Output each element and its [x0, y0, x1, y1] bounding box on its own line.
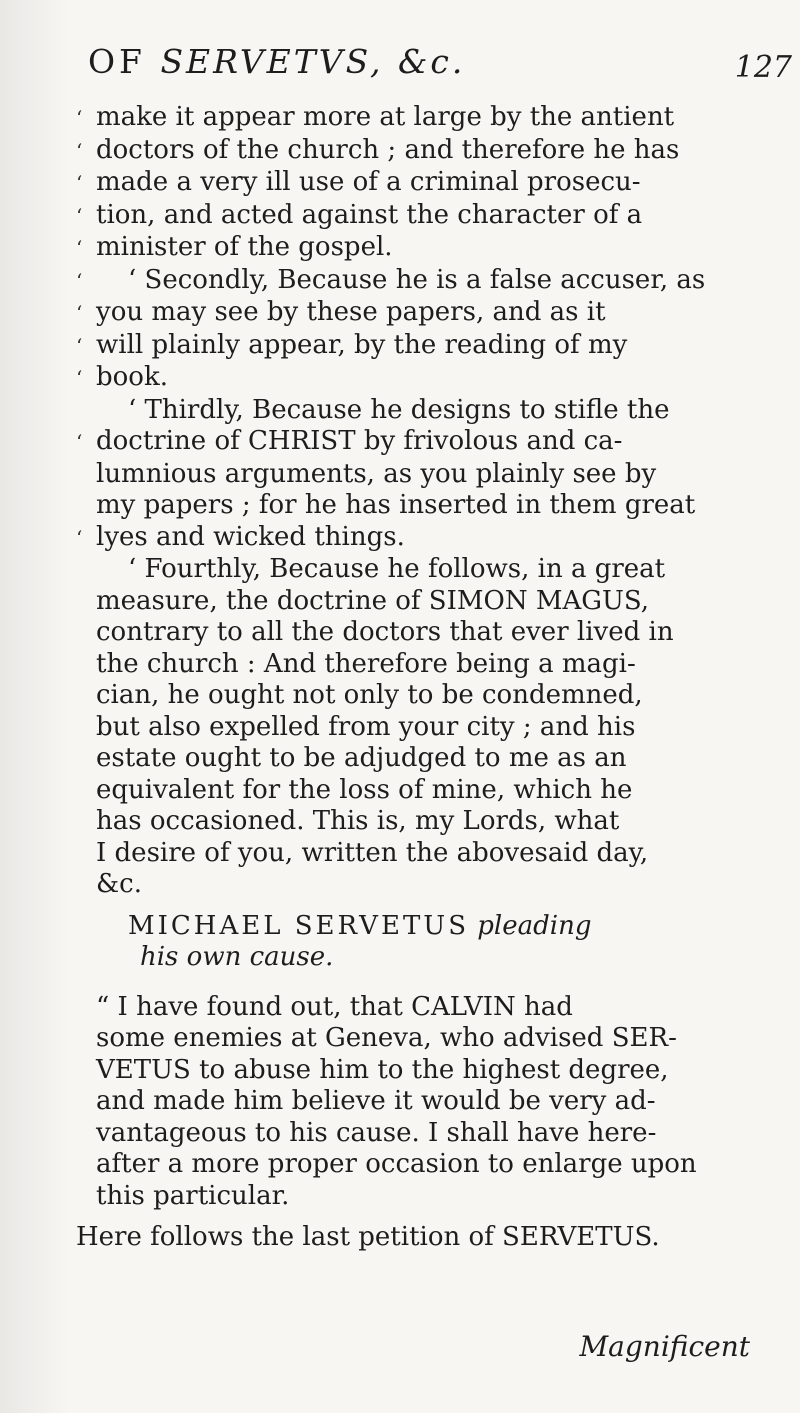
line-text: has occasioned. This is, my Lords, what — [96, 806, 620, 836]
text-line — [76, 167, 766, 200]
line-text: equivalent for the loss of mine, which he — [96, 774, 633, 805]
quote-mark: ‘ — [76, 268, 83, 293]
running-head-prefix: OF — [88, 42, 146, 81]
line-text: I desire of you, written the abovesaid day, — [96, 837, 649, 868]
text-line — [76, 232, 766, 265]
line-text: doctors of the church ; and therefore he has — [96, 134, 680, 165]
quote-mark: ‘ — [76, 138, 83, 163]
line-text: made a very ill use of a criminal prosecu- — [96, 167, 641, 197]
signature-note-line-2: his own cause. — [140, 942, 334, 972]
petition-text — [76, 102, 766, 901]
running-head-suffix: &c. — [398, 42, 466, 81]
quote-line: this particular. — [96, 1180, 290, 1211]
line-text: &c. — [96, 869, 142, 899]
line-text: will plainly appear, by the reading of my — [96, 329, 628, 360]
quote-mark: ‘ — [76, 430, 83, 454]
text-line — [76, 297, 766, 330]
quote-mark: ‘ — [76, 106, 83, 130]
quote-line: VETUS to abuse him to the highest degree, — [96, 1054, 669, 1085]
text-line — [76, 459, 766, 491]
line-text: ‘ Secondly, Because he is a false accuser, as — [128, 264, 706, 295]
line-text: you may see by these papers, and as it — [96, 297, 606, 327]
text-line — [76, 554, 766, 586]
quote-line: after a more proper occasion to enlarge upon — [96, 1149, 697, 1179]
line-text: ‘ Fourthly, Because he follows, in a great — [128, 554, 666, 584]
text-line — [76, 743, 766, 775]
text-line — [76, 330, 766, 363]
text-line — [76, 838, 766, 870]
running-head-title — [88, 42, 465, 81]
line-text: book. — [96, 362, 168, 392]
line-text: estate ought to be adjudged to me as an — [96, 743, 627, 773]
quote-line: vantageous to his cause. I shall have here- — [96, 1117, 657, 1148]
text-line — [76, 586, 766, 618]
line-text: but also expelled from your city ; and his — [96, 711, 636, 742]
line-text: lumnious arguments, as you plainly see by — [96, 458, 657, 489]
quote-mark: ‘ — [76, 171, 83, 195]
text-line — [76, 617, 766, 649]
quote-mark: ‘ — [76, 301, 83, 325]
line-text: contrary to all the doctors that ever lived in — [96, 617, 674, 647]
text-line — [76, 712, 766, 744]
line-text: measure, the doctrine of SIMON MAGUS, — [96, 585, 650, 616]
text-line — [76, 426, 766, 459]
text-line — [76, 265, 766, 298]
quote-mark: ‘ — [76, 203, 83, 228]
text-line — [76, 680, 766, 712]
text-line — [76, 775, 766, 807]
final-line: Here follows the last petition of SERVETUS. — [76, 1222, 660, 1252]
line-text: ‘ Thirdly, Because he designs to stifle the — [128, 394, 670, 425]
line-text: minister of the gospel. — [96, 232, 393, 262]
quote-line: some enemies at Geneva, who advised SER- — [96, 1023, 677, 1053]
line-text: cian, he ought not only to be condemned, — [96, 680, 643, 710]
text-line — [76, 649, 766, 681]
running-header — [88, 42, 792, 102]
catchword: Magnificent — [579, 1330, 750, 1363]
quote-mark: ‘ — [76, 366, 83, 390]
quote-mark: ‘ — [76, 525, 83, 550]
signature-name: MICHAEL SERVETUS — [128, 910, 470, 941]
page-body — [76, 102, 766, 1254]
text-line — [76, 522, 766, 555]
text-line — [76, 869, 766, 901]
text-line — [76, 490, 766, 522]
signature-line — [76, 911, 766, 943]
quote-mark: ‘ — [76, 236, 83, 260]
text-line — [76, 362, 766, 395]
text-line — [76, 200, 766, 233]
commentary-quote — [76, 992, 766, 1213]
quote-line: and made him believe it would be very ad- — [96, 1086, 656, 1116]
line-text: make it appear more at large by the antient — [96, 102, 675, 132]
text-line — [76, 806, 766, 838]
line-text: tion, and acted against the character of a — [96, 199, 643, 230]
text-line — [76, 395, 766, 427]
running-head-name: SERVETVS, — [160, 42, 384, 81]
line-text: the church : And therefore being a magi- — [96, 648, 636, 679]
signature-note: pleading — [477, 910, 592, 941]
text-line — [76, 102, 766, 135]
quote-mark: ‘ — [76, 333, 83, 358]
page-number: 127 — [734, 50, 792, 85]
line-text: doctrine of CHRIST by frivolous and ca- — [96, 426, 623, 456]
line-text: my papers ; for he has inserted in them great — [96, 490, 696, 520]
line-text: lyes and wicked things. — [96, 521, 405, 552]
page-gutter-shadow — [0, 0, 70, 1413]
quote-line: “ I have found out, that CALVIN had — [96, 991, 573, 1022]
text-line — [76, 135, 766, 168]
